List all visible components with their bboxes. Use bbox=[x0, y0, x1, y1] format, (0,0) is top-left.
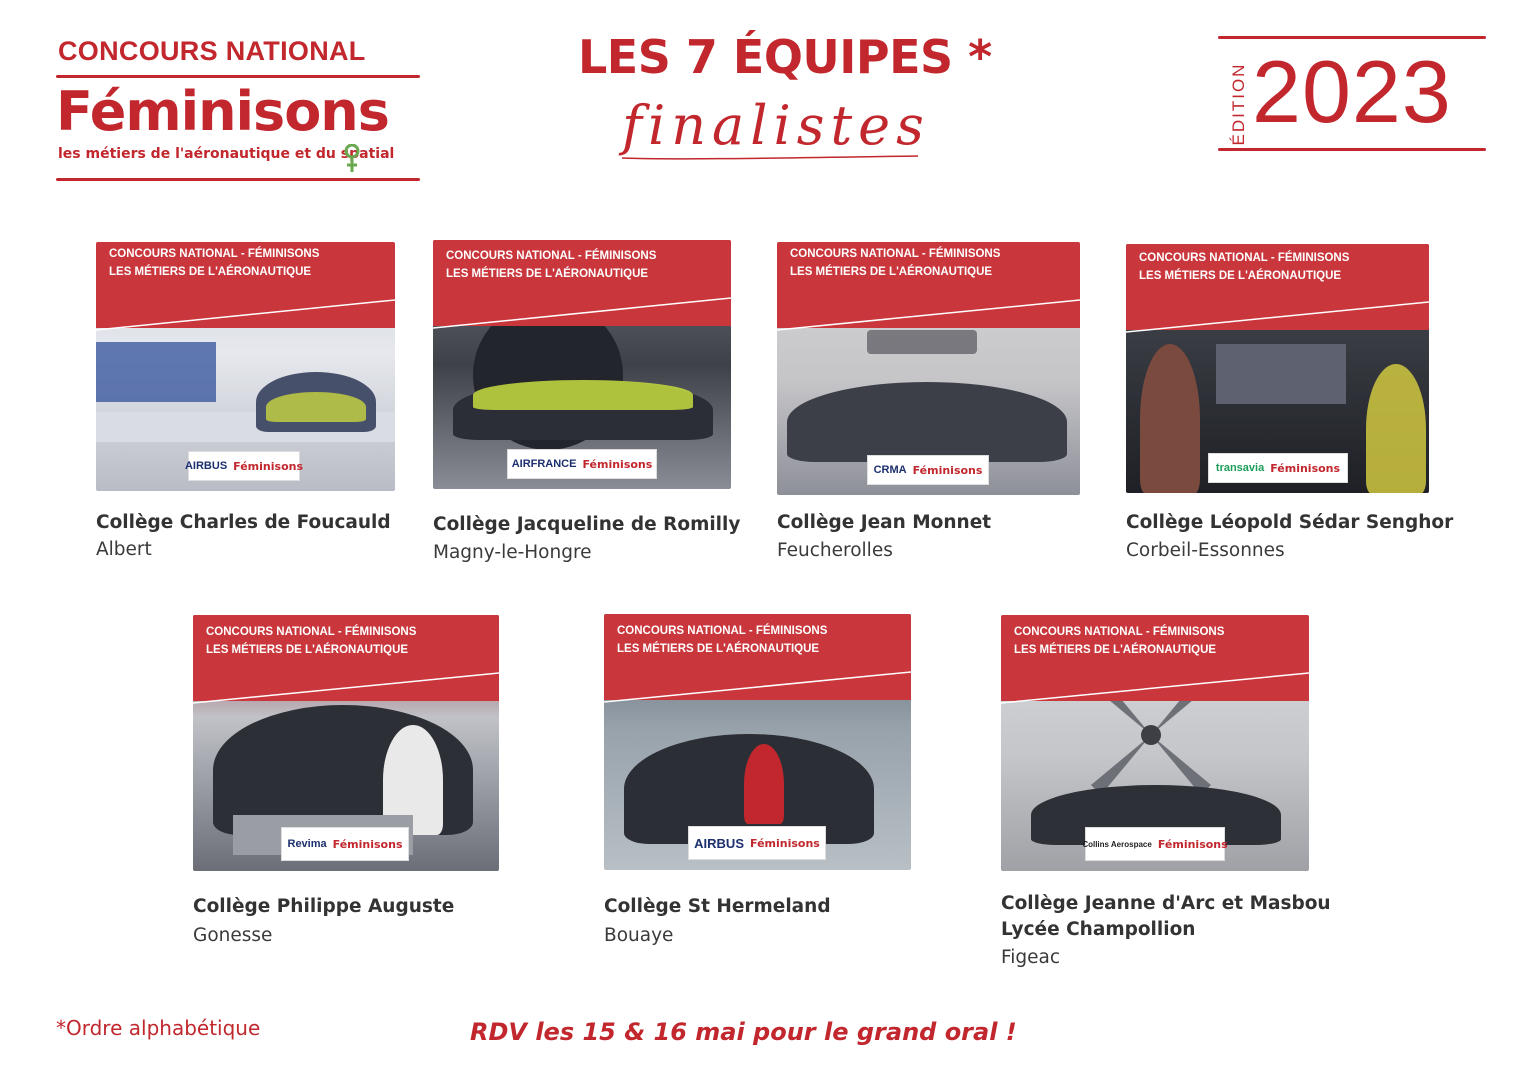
banner-diagonal bbox=[1126, 296, 1429, 336]
college-city: Corbeil-Essonnes bbox=[1126, 540, 1285, 561]
venus-icon bbox=[344, 144, 360, 174]
team-photo bbox=[193, 615, 499, 871]
partner-logo bbox=[281, 827, 409, 861]
banner-diagonal bbox=[433, 292, 731, 332]
banner-diagonal bbox=[777, 294, 1080, 334]
banner-line1: CONCOURS NATIONAL - FÉMINISONS bbox=[790, 248, 1001, 260]
banner-line2: LES MÉTIERS DE L'AÉRONAUTIQUE bbox=[790, 266, 993, 278]
college-city: Albert bbox=[96, 539, 152, 560]
logo-feminisons: Féminisons bbox=[1157, 837, 1228, 851]
announcement: RDV les 15 & 16 mai pour le grand oral ! bbox=[470, 1018, 1017, 1046]
logo-feminisons: Féminisons bbox=[332, 837, 403, 851]
partner-logo bbox=[507, 449, 657, 479]
logo-feminisons: Féminisons bbox=[582, 457, 653, 471]
partner-name: AIRBUS bbox=[694, 835, 744, 851]
team-photo bbox=[433, 240, 731, 489]
team-photo bbox=[1001, 615, 1309, 871]
banner-line2: LES MÉTIERS DE L'AÉRONAUTIQUE bbox=[1014, 644, 1217, 656]
edition-year: 2023 bbox=[1252, 42, 1452, 141]
partner-logo bbox=[184, 451, 304, 481]
banner-diagonal bbox=[96, 294, 395, 334]
college-city: Figeac bbox=[1001, 947, 1061, 968]
partner-name: AIRFRANCE bbox=[511, 458, 577, 470]
banner-line2: LES MÉTIERS DE L'AÉRONAUTIQUE bbox=[617, 643, 820, 655]
feminisons-logo bbox=[56, 78, 420, 178]
team-photo bbox=[604, 614, 911, 870]
college-city: Magny-le-Hongre bbox=[433, 542, 592, 563]
banner-line1: CONCOURS NATIONAL - FÉMINISONS bbox=[1014, 626, 1225, 638]
college-city: Gonesse bbox=[193, 925, 273, 946]
banner-line2: LES MÉTIERS DE L'AÉRONAUTIQUE bbox=[109, 266, 312, 278]
banner-line1: CONCOURS NATIONAL - FÉMINISONS bbox=[109, 248, 320, 260]
banner-line2: LES MÉTIERS DE L'AÉRONAUTIQUE bbox=[206, 644, 409, 656]
partner-logo bbox=[867, 455, 989, 485]
banner-line2: LES MÉTIERS DE L'AÉRONAUTIQUE bbox=[1139, 270, 1342, 282]
banner-line1: CONCOURS NATIONAL - FÉMINISONS bbox=[617, 625, 828, 637]
logo-feminisons: Féminisons bbox=[750, 836, 820, 850]
banner-line1: CONCOURS NATIONAL - FÉMINISONS bbox=[1139, 252, 1350, 264]
college-name: Collège Jeanne d'Arc et Masbou bbox=[1001, 893, 1331, 914]
page-title-block bbox=[560, 28, 992, 188]
divider bbox=[56, 178, 420, 181]
partner-name: Revima bbox=[287, 838, 327, 850]
team-photo bbox=[777, 242, 1080, 495]
college-name: Collège Charles de Foucauld bbox=[96, 512, 391, 533]
banner-line1: CONCOURS NATIONAL - FÉMINISONS bbox=[206, 626, 417, 638]
logo-feminisons: Féminisons bbox=[912, 463, 983, 477]
banner-diagonal bbox=[604, 666, 911, 706]
partner-name: AIRBUS bbox=[184, 460, 228, 472]
partner-name: CRMA bbox=[873, 464, 907, 476]
college-name: Collège Jacqueline de Romilly bbox=[433, 514, 741, 535]
banner-line2: LES MÉTIERS DE L'AÉRONAUTIQUE bbox=[446, 268, 649, 280]
logo-feminisons: Féminisons bbox=[233, 459, 304, 473]
college-name: Collège Philippe Auguste bbox=[193, 896, 455, 917]
team-photo bbox=[1126, 244, 1429, 493]
college-name: Collège Léopold Sédar Senghor bbox=[1126, 512, 1454, 533]
banner-diagonal bbox=[193, 667, 499, 707]
partner-logo bbox=[1082, 827, 1228, 861]
team-photo bbox=[96, 242, 395, 491]
college-name: Collège St Hermeland bbox=[604, 896, 831, 917]
partner-logo bbox=[688, 826, 826, 860]
banner-diagonal bbox=[1001, 667, 1309, 707]
banner-line1: CONCOURS NATIONAL - FÉMINISONS bbox=[446, 250, 657, 262]
concours-national-label: CONCOURS NATIONAL bbox=[58, 36, 366, 66]
brand-name: Féminisons bbox=[56, 80, 389, 143]
partner-name: transavia bbox=[1215, 462, 1265, 474]
college-name: Collège Jean Monnet bbox=[777, 512, 992, 533]
page-subtitle: finalistes bbox=[622, 94, 930, 157]
page-title: LES 7 ÉQUIPES * bbox=[578, 30, 992, 84]
footnote: *Ordre alphabétique bbox=[56, 1016, 261, 1040]
college-city: Bouaye bbox=[604, 925, 674, 946]
partner-name: Collins Aerospace bbox=[1082, 839, 1152, 849]
edition-label: ÉDITION bbox=[1229, 62, 1248, 146]
partner-logo bbox=[1208, 453, 1348, 483]
college-name-second: Lycée Champollion bbox=[1001, 919, 1196, 940]
brand-logo-block bbox=[56, 36, 420, 181]
underline-swash bbox=[620, 154, 920, 184]
divider bbox=[1218, 148, 1486, 151]
logo-feminisons: Féminisons bbox=[1270, 461, 1341, 475]
divider bbox=[1218, 36, 1486, 39]
brand-subtitle: les métiers de l'aéronautique et du spatial bbox=[58, 146, 395, 162]
edition-block bbox=[1216, 36, 1488, 152]
college-city: Feucherolles bbox=[777, 540, 893, 561]
